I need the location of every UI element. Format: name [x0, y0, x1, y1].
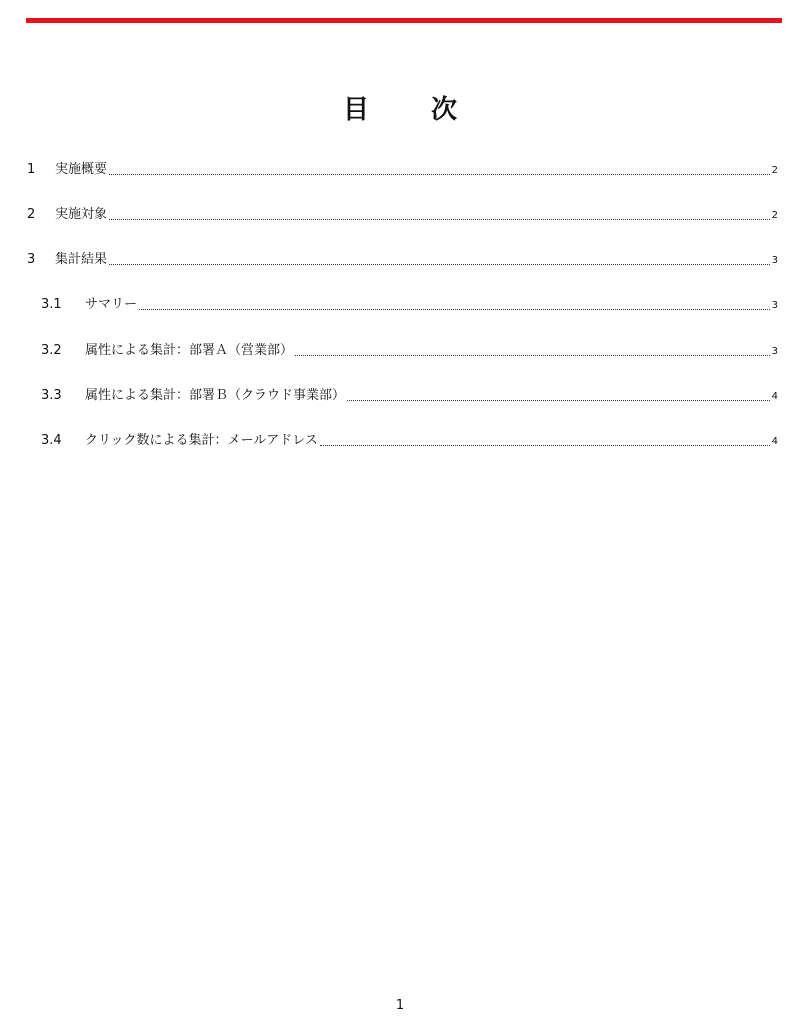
toc-page-number: 2: [771, 165, 778, 176]
title-char-1: 目: [342, 95, 369, 125]
dot-leader: [347, 400, 770, 401]
toc-entry-3-3[interactable]: [41, 384, 778, 404]
toc-number: 3.1: [41, 297, 62, 312]
toc-entry-1[interactable]: [27, 158, 778, 178]
header-rule: [26, 18, 782, 23]
toc-number: 3.3: [41, 388, 62, 403]
title-char-2: 次: [431, 95, 458, 125]
toc-label: 属性による集計：部署Ａ（営業部）: [85, 343, 294, 358]
dot-leader: [109, 264, 770, 265]
toc-page-number: 4: [771, 436, 778, 447]
toc-page-number: 3: [771, 300, 778, 311]
toc-label: 実施概要: [55, 162, 108, 177]
toc-page-number: 3: [771, 255, 778, 266]
toc-number: 3.4: [41, 433, 62, 448]
toc-label: クリック数による集計：メールアドレス: [85, 433, 318, 448]
toc-label: 集計結果: [55, 252, 108, 267]
toc-number: 3.2: [41, 343, 62, 358]
toc-page-number: 2: [771, 210, 778, 221]
toc-label: 属性による集計：部署Ｂ（クラウド事業部）: [85, 388, 346, 403]
dot-leader: [320, 445, 770, 446]
toc-entry-3-2[interactable]: [41, 339, 778, 359]
toc-entry-3[interactable]: [27, 248, 778, 268]
dot-leader: [109, 174, 770, 175]
toc-entry-2[interactable]: [27, 203, 778, 223]
dot-leader: [109, 219, 770, 220]
dot-leader: [295, 355, 770, 356]
toc-label: サマリー: [85, 297, 138, 312]
toc-page-number: 4: [771, 391, 778, 402]
toc-entry-3-1[interactable]: [41, 293, 778, 313]
dot-leader: [139, 309, 770, 310]
toc-number: 2: [27, 207, 36, 222]
toc-number: 3: [27, 252, 36, 267]
toc-page-number: 3: [771, 346, 778, 357]
toc-number: 1: [27, 162, 36, 177]
toc-entry-3-4[interactable]: [41, 429, 778, 449]
footer-page-number: 1: [395, 998, 405, 1013]
toc-label: 実施対象: [55, 207, 108, 222]
page-title: [0, 92, 800, 128]
